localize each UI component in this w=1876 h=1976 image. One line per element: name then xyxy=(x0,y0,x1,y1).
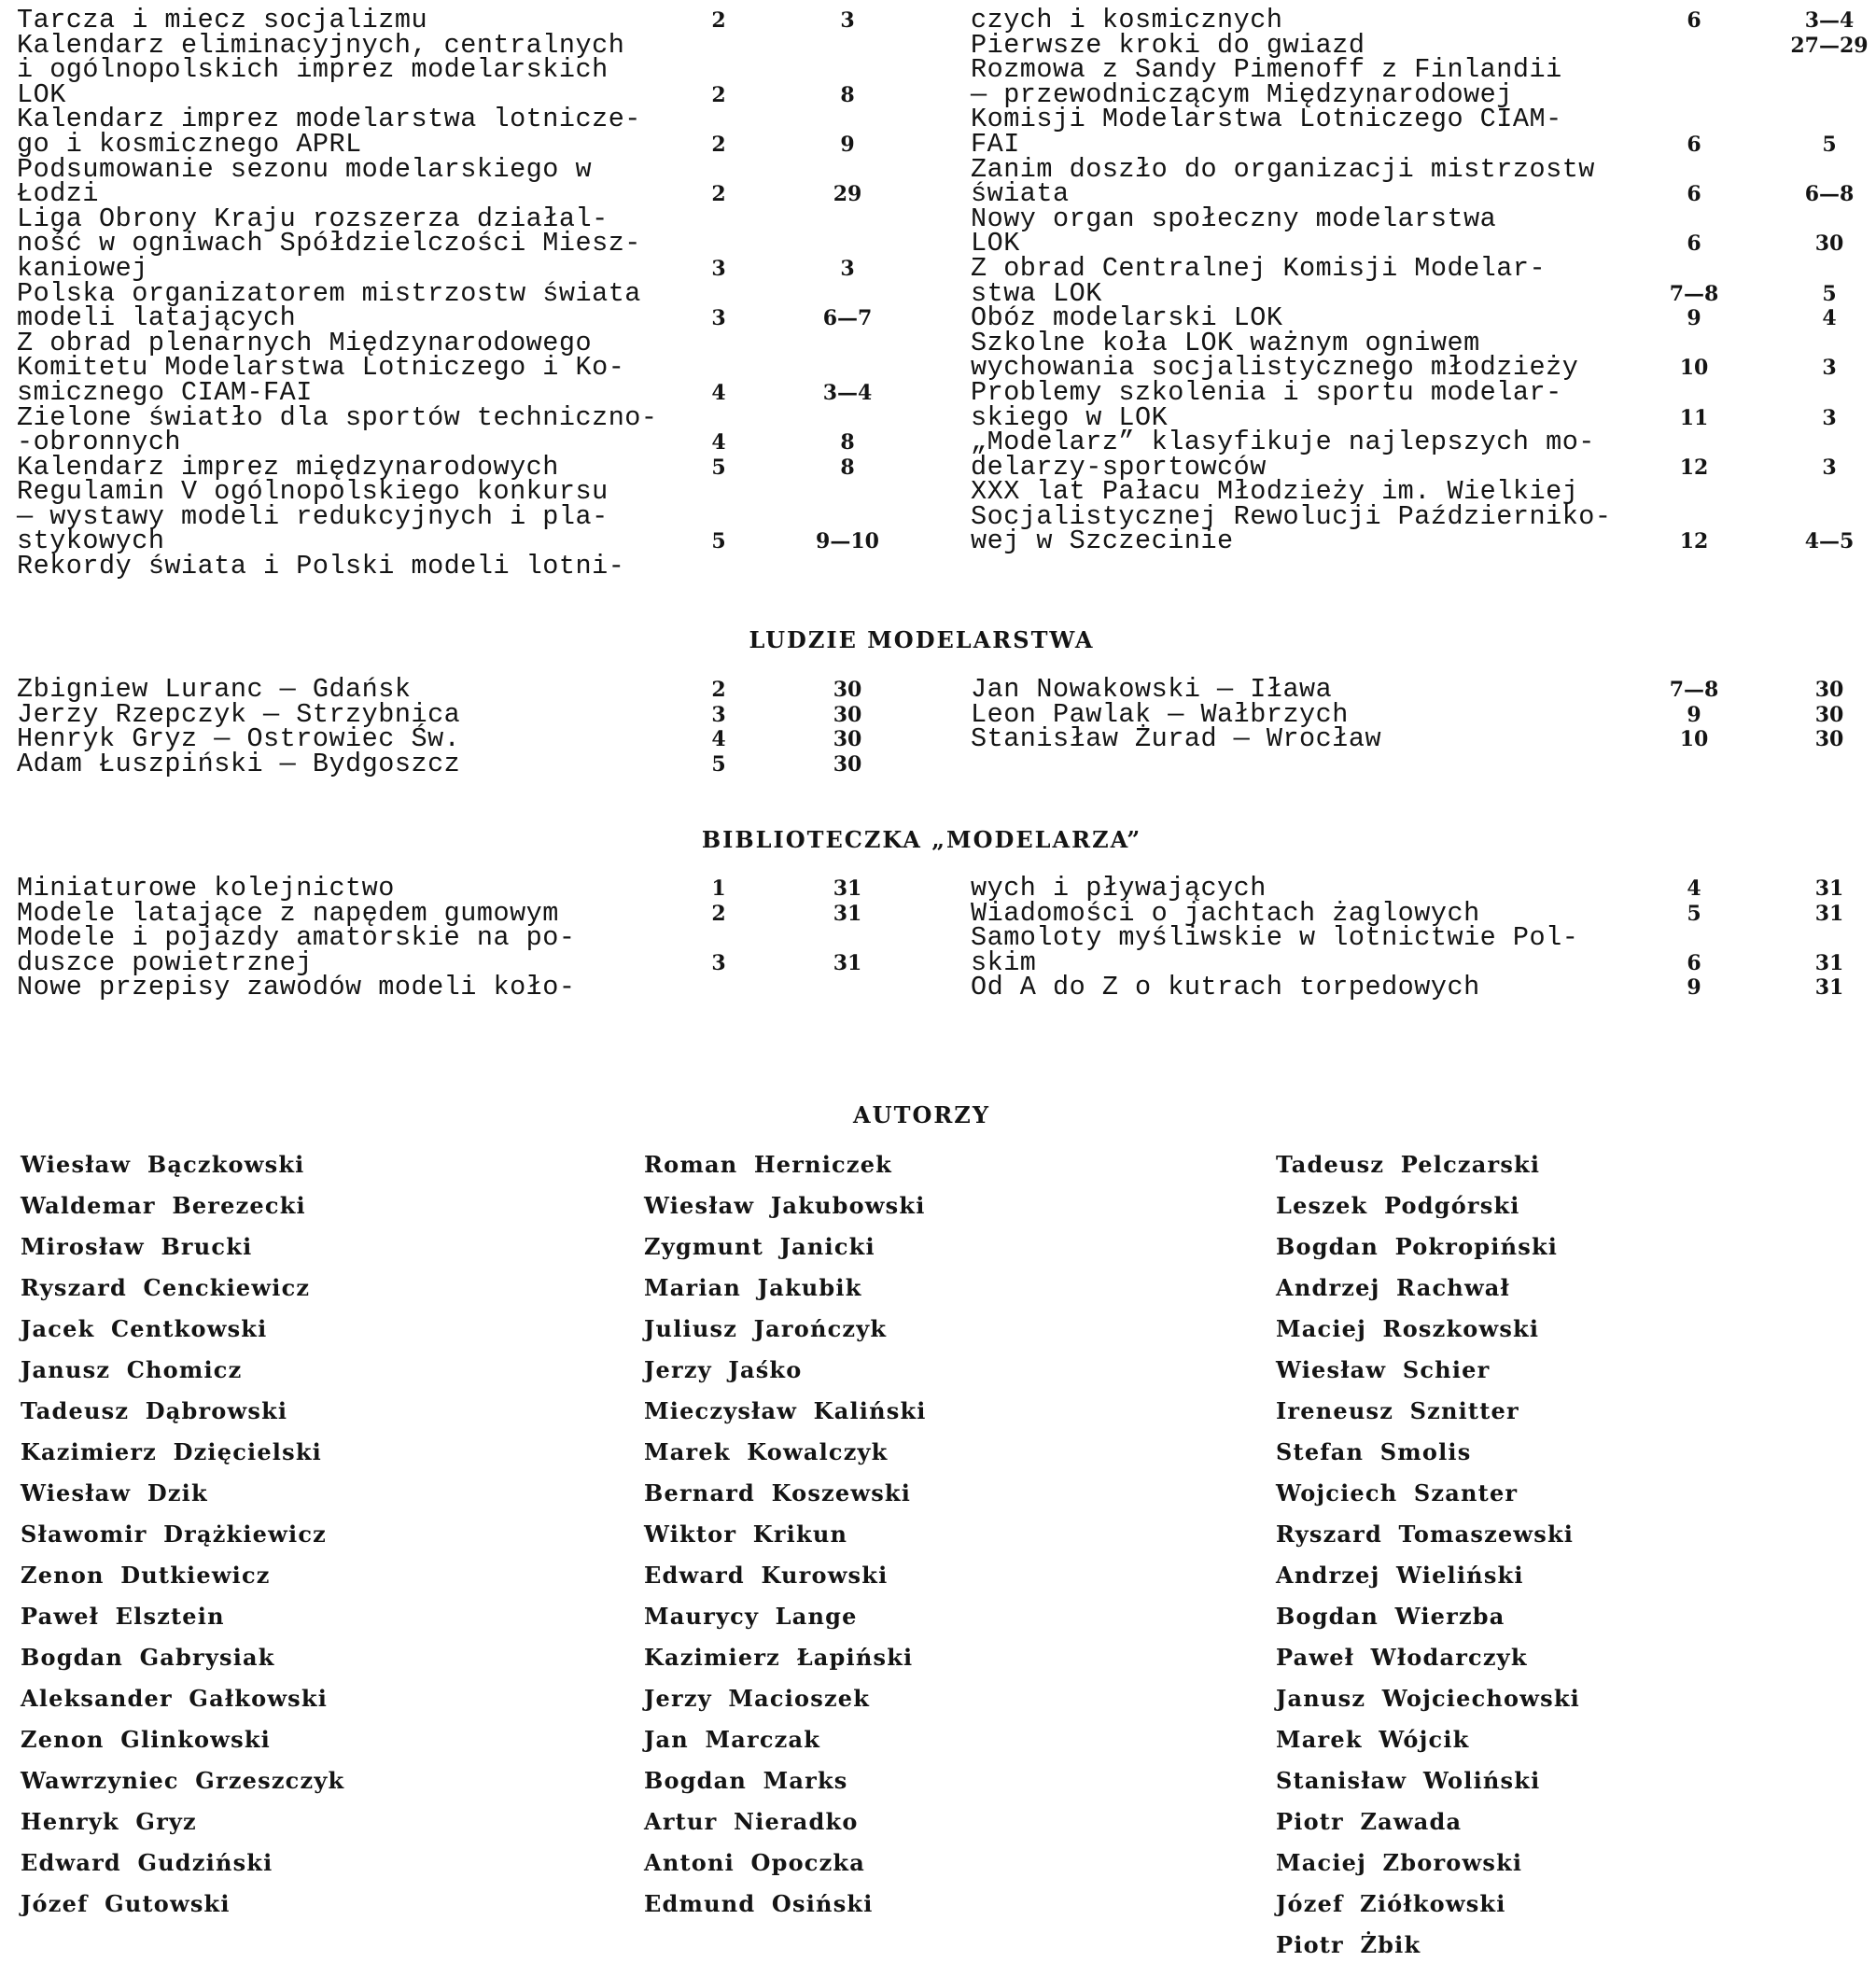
entry-title: Podsumowanie sezonu modelarskiego w Łodzi xyxy=(17,153,593,210)
authors-column-3 xyxy=(1276,1144,1580,1966)
author-name: Zygmunt Janicki xyxy=(644,1233,875,1260)
authors-heading: AUTORZY xyxy=(853,1101,990,1128)
author-name: Wiesław Dzik xyxy=(21,1479,208,1507)
author-name: Zenon Glinkowski xyxy=(21,1726,271,1753)
entry-title: Wiadomości o jachtach żaglowych xyxy=(971,897,1480,929)
entry-issue-number: 6 xyxy=(1687,231,1701,257)
people-left-column xyxy=(17,674,913,779)
entry-page-number: 3 xyxy=(1822,455,1837,480)
entry-title: Zbigniew Luranc — Gdańsk xyxy=(17,674,412,705)
author-name: Edward Kurowski xyxy=(644,1562,889,1589)
author-name: Stefan Smolis xyxy=(1276,1438,1472,1465)
author-name: Jerzy Macioszek xyxy=(644,1685,871,1712)
entry-title: Rekordy świata i Polski modeli lotni- xyxy=(17,551,625,582)
author-name: Ireneusz Sznitter xyxy=(1276,1397,1519,1424)
entry-page-number: 3—4 xyxy=(822,380,873,405)
entry-title: Jerzy Rzepczyk — Strzybnica xyxy=(17,698,461,730)
entry-title: Rozmowa z Sandy Pimenoff z Finlandii — przewodniczącym Międzynarodowej Komisji Modelarstwa Lotniczego CIAM- FAI xyxy=(971,54,1562,160)
index-entry xyxy=(17,551,913,582)
entry-title: Zanim doszło do organizacji mistrzostw świata xyxy=(971,153,1595,210)
entry-issue-number: 2 xyxy=(711,678,726,702)
author-name: Józef Ziółkowski xyxy=(1276,1890,1506,1917)
entry-issue-number: 7—8 xyxy=(1669,678,1719,702)
index-entry xyxy=(17,203,913,284)
entry-issue-number: 5 xyxy=(711,455,726,480)
author-name: Jan Marczak xyxy=(644,1726,821,1753)
author-name: Wiesław Schier xyxy=(1276,1356,1491,1383)
entry-title: Adam Łuszpiński — Bydgoszcz xyxy=(17,748,461,779)
people-heading: LUDZIE MODELARSTWA xyxy=(749,626,1095,653)
entry-page-number: 5 xyxy=(1822,132,1837,157)
entry-page-number: 8 xyxy=(840,455,855,480)
author-name: Wiktor Krikun xyxy=(644,1521,848,1548)
author-name: Tadeusz Pelczarski xyxy=(1276,1151,1541,1178)
entry-issue-number: 5 xyxy=(711,751,726,777)
author-name: Mieczysław Kaliński xyxy=(644,1397,927,1424)
entry-page-number: 30 xyxy=(1814,727,1844,752)
author-name: Bogdan Pokropiński xyxy=(1276,1233,1559,1260)
author-name: Wiesław Bączkowski xyxy=(21,1151,305,1178)
entry-issue-number: 4 xyxy=(711,727,726,752)
library-left-column xyxy=(17,873,913,1003)
entry-page-number: 8 xyxy=(840,430,855,455)
author-name: Wojciech Szanter xyxy=(1276,1479,1519,1507)
authors-column-1 xyxy=(21,1144,344,1925)
entry-issue-number: 2 xyxy=(711,132,726,157)
entry-title: Szkolne koła LOK ważnym ogniwem wychowania socjalistycznego młodzieży xyxy=(971,327,1579,384)
entry-title: Jan Nowakowski — Iława xyxy=(971,674,1333,705)
entry-page-number: 31 xyxy=(833,901,862,926)
entry-issue-number: 7—8 xyxy=(1669,281,1719,306)
index-entry xyxy=(971,252,1839,309)
author-name: Maciej Roszkowski xyxy=(1276,1315,1540,1342)
entry-issue-number: 5 xyxy=(1687,901,1701,926)
author-name: Zenon Dutkiewicz xyxy=(21,1562,271,1589)
entry-title: Regulamin V ogólnopolskiego konkursu — wystawy modeli redukcyjnych i pla- stykowych xyxy=(17,476,609,557)
author-name: Stanisław Woliński xyxy=(1276,1767,1541,1794)
entry-title: Miniaturowe kolejnictwo xyxy=(17,873,395,904)
index-entry xyxy=(17,922,913,978)
author-name: Bogdan Gabrysiak xyxy=(21,1644,275,1671)
author-name: Wiesław Jakubowski xyxy=(644,1192,926,1219)
entry-page-number: 30 xyxy=(833,727,862,752)
author-name: Andrzej Rachwał xyxy=(1276,1274,1510,1301)
entry-page-number: 8 xyxy=(840,82,855,107)
entry-page-number: 3—4 xyxy=(1804,8,1855,33)
entry-title: Kalendarz imprez międzynarodowych xyxy=(17,451,559,483)
index-entry xyxy=(971,476,1855,557)
entry-issue-number: 6 xyxy=(1687,182,1701,207)
entry-page-number: 31 xyxy=(833,876,862,901)
author-name: Antoni Opoczka xyxy=(644,1849,866,1876)
author-name: Mirosław Brucki xyxy=(21,1233,253,1260)
entry-issue-number: 9 xyxy=(1687,975,1701,1001)
author-name: Kazimierz Łapiński xyxy=(644,1644,914,1671)
index-entry xyxy=(17,327,913,408)
index-entry xyxy=(971,327,1839,384)
author-name: Piotr Żbik xyxy=(1276,1931,1421,1958)
entry-issue-number: 3 xyxy=(711,256,726,281)
entry-page-number: 27—29 xyxy=(1790,33,1869,58)
author-name: Jacek Centkowski xyxy=(21,1315,268,1342)
author-name: Roman Herniczek xyxy=(644,1151,892,1178)
entry-issue-number: 1 xyxy=(711,876,726,901)
entry-page-number: 31 xyxy=(1814,876,1844,901)
entry-title: XXX lat Pałacu Młodzieży im. Wielkiej Socjalistycznej Rewolucji Październiko- wej w Szczecinie xyxy=(971,476,1612,557)
author-name: Józef Gutowski xyxy=(21,1890,231,1917)
entry-title: Stanisław Żurad — Wrocław xyxy=(971,723,1382,755)
entry-page-number: 4 xyxy=(1822,306,1837,331)
author-name: Juliusz Jarończyk xyxy=(644,1315,888,1342)
entry-title: „Modelarz” klasyfikuje najlepszych mo- delarzy-sportowców xyxy=(971,427,1595,483)
index-entry xyxy=(971,972,1844,1003)
author-name: Ryszard Tomaszewski xyxy=(1276,1521,1575,1548)
entry-issue-number: 6 xyxy=(1687,950,1701,975)
index-entry xyxy=(17,277,913,334)
entry-page-number: 29 xyxy=(833,182,862,207)
entry-page-number: 3 xyxy=(1822,405,1837,430)
entry-issue-number: 10 xyxy=(1679,727,1709,752)
entry-issue-number: 3 xyxy=(711,950,726,975)
author-name: Janusz Wojciechowski xyxy=(1276,1685,1580,1712)
entry-title: Z obrad plenarnych Międzynarodowego Komitetu Modelarstwa Lotniczego i Ko- smicznego CIAM-FAI xyxy=(17,327,625,408)
entry-page-number: 30 xyxy=(833,678,862,702)
library-heading: BIBLIOTECZKA „MODELARZA” xyxy=(701,826,1142,853)
entry-title: Leon Pawlak — Wałbrzych xyxy=(971,698,1349,730)
entry-page-number: 6—8 xyxy=(1804,182,1855,207)
entry-issue-number: 5 xyxy=(711,529,726,554)
entry-page-number: 31 xyxy=(833,950,862,975)
author-name: Edward Gudziński xyxy=(21,1849,273,1876)
entry-page-number: 4—5 xyxy=(1804,529,1855,554)
entry-page-number: 31 xyxy=(1814,950,1844,975)
entry-title: Problemy szkolenia i sportu modelar- skiego w LOK xyxy=(971,376,1562,433)
author-name: Henryk Gryz xyxy=(21,1808,197,1835)
entry-title: Modele i pojazdy amatorskie na po- duszce powietrznej xyxy=(17,922,576,978)
entry-issue-number: 4 xyxy=(1687,876,1701,901)
entry-issue-number: 12 xyxy=(1679,529,1709,554)
entry-page-number: 6—7 xyxy=(822,306,873,331)
entry-title: Kalendarz eliminacyjnych, centralnych i ogólnopolskich imprez modelarskich LOK xyxy=(17,29,625,110)
entry-title: Polska organizatorem mistrzostw świata modeli latających xyxy=(17,277,641,334)
entry-issue-number: 2 xyxy=(711,82,726,107)
entry-issue-number: 2 xyxy=(711,901,726,926)
entry-page-number: 3 xyxy=(1822,356,1837,381)
entry-issue-number: 11 xyxy=(1679,405,1709,430)
author-name: Andrzej Wieliński xyxy=(1276,1562,1524,1589)
entry-page-number: 3 xyxy=(840,8,855,33)
author-name: Sławomir Drążkiewicz xyxy=(21,1521,327,1548)
entry-page-number: 31 xyxy=(1814,975,1844,1001)
entry-issue-number: 9 xyxy=(1687,702,1701,727)
author-name: Tadeusz Dąbrowski xyxy=(21,1397,288,1424)
index-entry xyxy=(17,29,913,110)
entry-title: Nowy organ społeczny modelarstwa LOK xyxy=(971,203,1497,259)
entry-title: czych i kosmicznych xyxy=(971,5,1283,35)
entry-title: Liga Obrony Kraju rozszerza działal- ność w ogniwach Spółdzielczości Miesz- kaniowej xyxy=(17,203,641,284)
index-entry xyxy=(971,153,1855,210)
author-name: Bernard Koszewski xyxy=(644,1479,912,1507)
index-entry xyxy=(17,476,913,557)
index-entry xyxy=(971,376,1839,433)
author-name: Waldemar Berezecki xyxy=(21,1192,306,1219)
index-entry xyxy=(17,972,913,1003)
author-name: Bogdan Wierzba xyxy=(1276,1603,1505,1630)
author-name: Marek Wójcik xyxy=(1276,1726,1470,1753)
entry-page-number: 30 xyxy=(1814,702,1844,727)
author-name: Leszek Podgórski xyxy=(1276,1192,1520,1219)
general-left-column xyxy=(17,5,913,582)
author-name: Maciej Zborowski xyxy=(1276,1849,1523,1876)
author-name: Marian Jakubik xyxy=(644,1274,862,1301)
entry-page-number: 31 xyxy=(1814,901,1844,926)
entry-title: Pierwsze kroki do gwiazd xyxy=(971,29,1365,61)
entry-title: Modele latające z napędem gumowym xyxy=(17,897,559,929)
entry-issue-number: 3 xyxy=(711,702,726,727)
index-entry xyxy=(17,401,913,458)
entry-issue-number: 6 xyxy=(1687,8,1701,33)
entry-issue-number: 9 xyxy=(1687,306,1701,331)
entry-issue-number: 12 xyxy=(1679,455,1709,480)
entry-issue-number: 3 xyxy=(711,306,726,331)
index-entry xyxy=(17,153,913,210)
author-name: Marek Kowalczyk xyxy=(644,1438,889,1465)
entry-title: Obóz modelarski LOK xyxy=(971,302,1283,334)
entry-title: Z obrad Centralnej Komisji Modelar- stwa LOK xyxy=(971,252,1547,309)
index-entry xyxy=(971,922,1844,978)
entry-issue-number: 2 xyxy=(711,182,726,207)
author-name: Kazimierz Dzięcielski xyxy=(21,1438,322,1465)
entry-title: Henryk Gryz — Ostrowiec Św. xyxy=(17,723,461,755)
author-name: Aleksander Gałkowski xyxy=(21,1685,329,1712)
library-right-column xyxy=(971,873,1844,1003)
author-name: Janusz Chomicz xyxy=(21,1356,243,1383)
author-name: Paweł Włodarczyk xyxy=(1276,1644,1528,1671)
entry-title: Nowe przepisy zawodów modeli koło- xyxy=(17,972,576,1003)
author-name: Jerzy Jaśko xyxy=(644,1356,803,1383)
entry-title: Kalendarz imprez modelarstwa lotnicze- go i kosmicznego APRL xyxy=(17,104,641,160)
index-entry xyxy=(971,427,1839,483)
entry-title: Samoloty myśliwskie w lotnictwie Pol- skim xyxy=(971,922,1579,978)
general-right-column xyxy=(971,5,1869,557)
entry-issue-number: 2 xyxy=(711,8,726,33)
entry-title: Zielone światło dla sportów techniczno- -obronnych xyxy=(17,401,658,458)
author-name: Maurycy Lange xyxy=(644,1603,858,1630)
entry-title: Od A do Z o kutrach torpedowych xyxy=(971,972,1480,1003)
index-entry xyxy=(971,54,1839,160)
index-entry xyxy=(971,723,1844,755)
index-entry xyxy=(17,748,913,779)
entry-issue-number: 10 xyxy=(1679,356,1709,381)
author-name: Paweł Elsztein xyxy=(21,1603,225,1630)
author-name: Edmund Osiński xyxy=(644,1890,874,1917)
author-name: Ryszard Cenckiewicz xyxy=(21,1274,311,1301)
entry-page-number: 9—10 xyxy=(816,529,879,554)
entry-page-number: 9 xyxy=(840,132,855,157)
author-name: Piotr Zawada xyxy=(1276,1808,1463,1835)
entry-page-number: 30 xyxy=(1814,231,1844,257)
index-entry xyxy=(971,203,1844,259)
entry-page-number: 5 xyxy=(1822,281,1837,306)
entry-page-number: 30 xyxy=(833,751,862,777)
index-entry xyxy=(17,104,913,160)
entry-page-number: 30 xyxy=(833,702,862,727)
people-right-column xyxy=(971,674,1844,755)
author-name: Wawrzyniec Grzeszczyk xyxy=(21,1767,345,1794)
author-name: Artur Nieradko xyxy=(644,1808,859,1835)
entry-page-number: 3 xyxy=(840,256,855,281)
entry-page-number: 30 xyxy=(1814,678,1844,702)
entry-issue-number: 4 xyxy=(711,380,726,405)
entry-title: Tarcza i miecz socjalizmu xyxy=(17,5,428,35)
entry-title: wych i pływających xyxy=(971,873,1267,904)
author-name: Bogdan Marks xyxy=(644,1767,848,1794)
authors-column-2 xyxy=(644,1144,927,1925)
entry-issue-number: 6 xyxy=(1687,132,1701,157)
entry-issue-number: 4 xyxy=(711,430,726,455)
